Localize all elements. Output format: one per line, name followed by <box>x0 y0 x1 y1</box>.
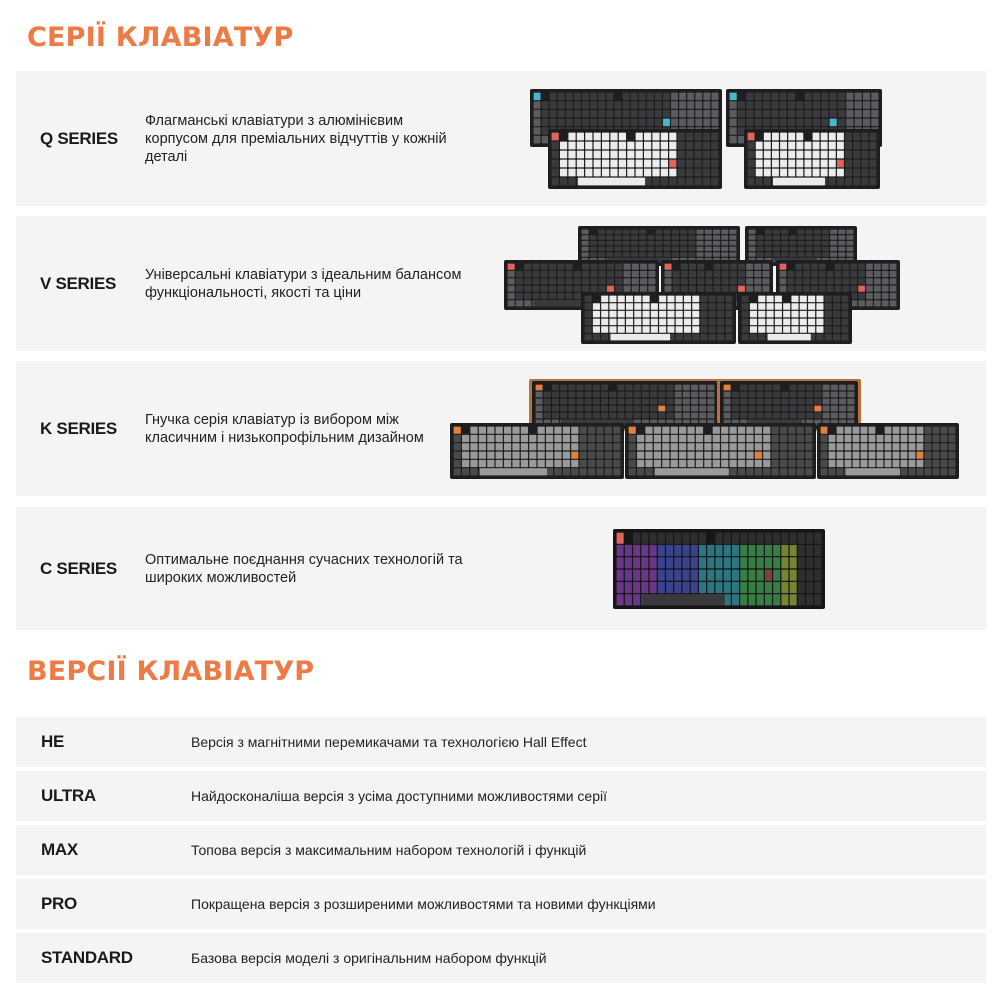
series-section-title: СЕРІЇ КЛАВІАТУР <box>27 22 294 53</box>
series-name: C SERIES <box>40 558 117 578</box>
series-card-q[interactable] <box>16 71 986 206</box>
series-description: Універсальні клавіатури з ідеальним балансом функціональності, якості та ціни <box>145 266 462 301</box>
series-description: Флагманські клавіатури з алюмінієвим корпусом для преміальних відчуттів у кожній деталі <box>145 112 447 165</box>
keyboard-shape <box>450 423 624 479</box>
version-row-standard[interactable] <box>16 933 986 983</box>
series-name: V SERIES <box>40 273 117 293</box>
series-description: Оптимальне поєднання сучасних технологій та широких можливостей <box>145 551 463 586</box>
series-card-v[interactable] <box>16 216 986 351</box>
version-name: PRO <box>41 894 77 913</box>
keyboard-group-icon <box>448 361 963 496</box>
keyboard-group-icon <box>528 71 888 206</box>
version-description: Покращена версія з розширеними можливостями та новими функціями <box>191 896 656 912</box>
version-description: Найдосконаліша версія з усіма доступними можливостями серії <box>191 788 608 804</box>
version-name: STANDARD <box>41 948 133 967</box>
version-row-he[interactable] <box>16 717 986 767</box>
series-description: Гнучка серія клавіатур із вибором між класичним і низькопрофільним дизайном <box>145 411 424 446</box>
version-row-pro[interactable] <box>16 879 986 929</box>
keyboard-group-icon <box>502 216 907 351</box>
keyboard-shape <box>613 529 825 609</box>
version-description: Базова версія моделі з оригінальним набором функцій <box>191 950 547 966</box>
version-row-max[interactable] <box>16 825 986 875</box>
version-name: ULTRA <box>41 786 96 805</box>
series-card-c[interactable] <box>16 507 986 630</box>
versions-section-title: ВЕРСІЇ КЛАВІАТУР <box>27 656 315 687</box>
series-name: K SERIES <box>40 418 117 438</box>
version-row-ultra[interactable] <box>16 771 986 821</box>
series-card-k[interactable] <box>16 361 986 496</box>
keyboard-shape <box>581 292 736 344</box>
version-name: MAX <box>41 840 78 859</box>
keyboard-shape <box>817 423 959 479</box>
keyboard-shape <box>625 423 816 479</box>
keyboard-shape <box>744 129 880 189</box>
version-name: HE <box>41 732 65 751</box>
version-description: Топова версія з максимальним набором технологій і функцій <box>191 842 587 858</box>
rgb-keyboard-icon <box>612 507 826 630</box>
version-description: Версія з магнітними перемикачами та технологією Hall Effect <box>191 734 587 750</box>
keyboard-shape <box>548 129 722 189</box>
series-name: Q SERIES <box>40 128 118 148</box>
keyboard-shape <box>738 292 852 344</box>
